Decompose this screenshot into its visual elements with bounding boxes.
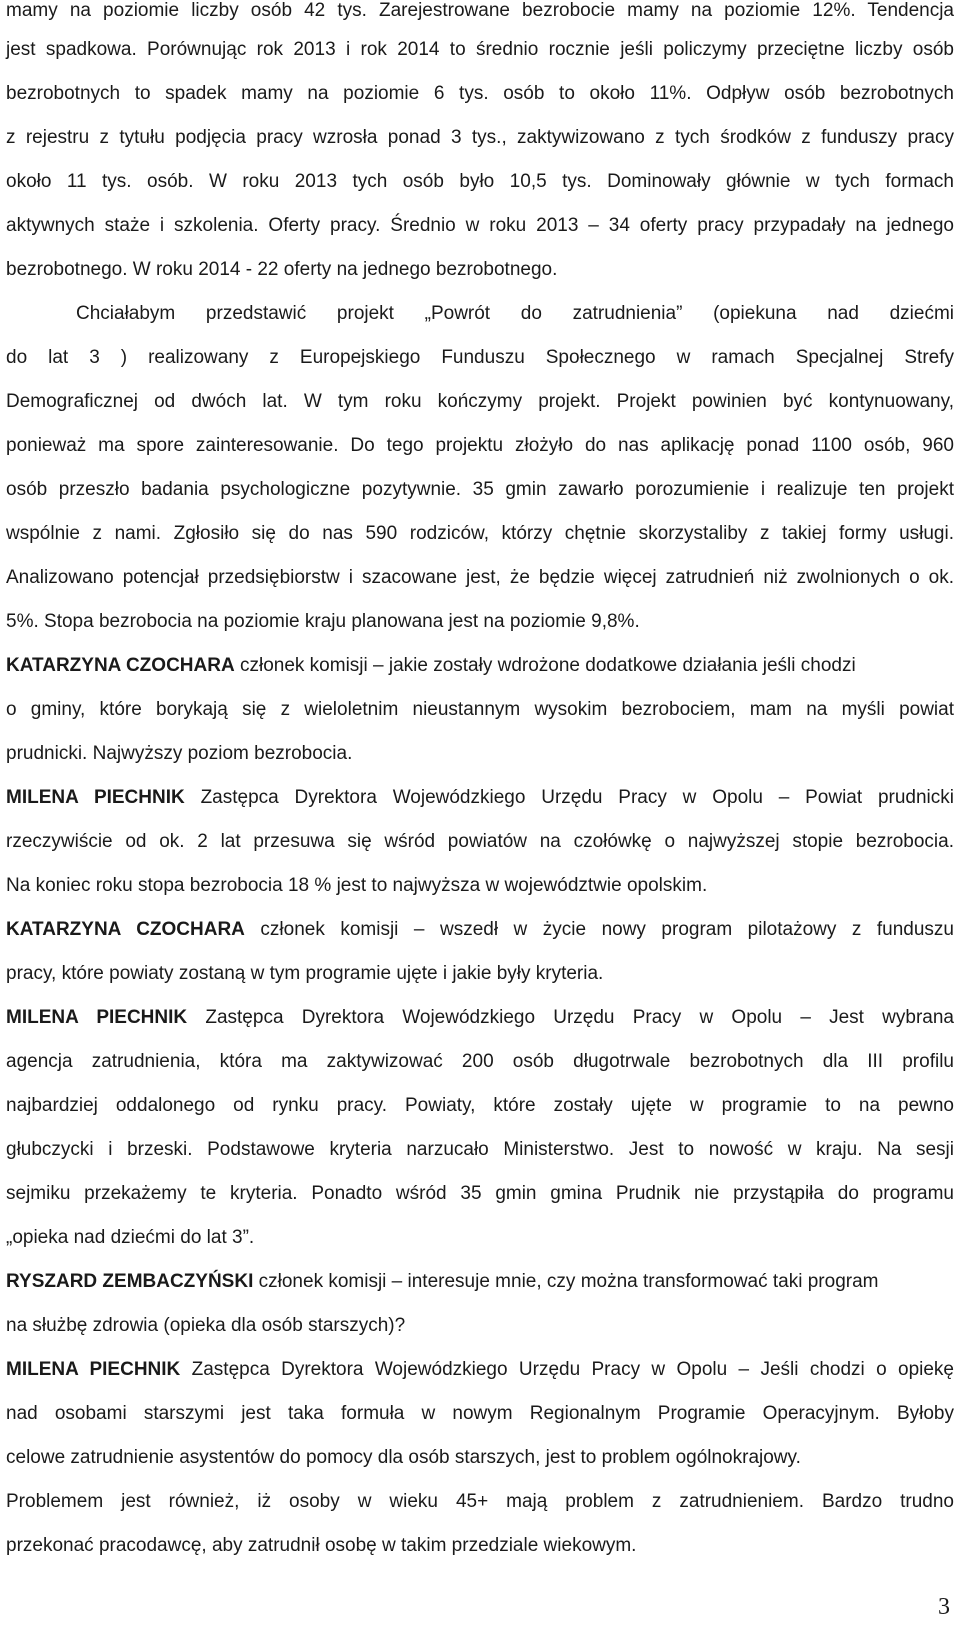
speaker-text: Zastępca Dyrektora Wojewódzkiego Urzędu Pracy w Opolu – Jest wybrana <box>205 1007 954 1028</box>
text-line: rzeczywiście od ok. 2 lat przesuwa się wśród powiatów na czołówkę o najwyższej stopie bezrobocia. <box>6 831 954 852</box>
text-line: agencja zatrudnienia, która ma zaktywizować 200 osób długotrwale bezrobotnych dla III profilu <box>6 1051 954 1072</box>
speaker-line <box>6 655 954 699</box>
text-line: Problemem jest również, iż osoby w wieku 45+ mają problem z zatrudnieniem. Bardzo trudno <box>6 1491 954 1512</box>
speaker-name: MILENA PIECHNIK <box>6 1007 188 1028</box>
text-line: na służbę zdrowia (opieka dla osób starszych)? <box>6 1315 406 1336</box>
speaker-line <box>6 1271 954 1315</box>
text-line: nad osobami starszymi jest taka formuła w nowym Regionalnym Programie Operacyjnym. Byłoby <box>6 1403 954 1424</box>
speaker-text: Zastępca Dyrektora Wojewódzkiego Urzędu Pracy w Opolu – Powiat prudnicki <box>200 787 955 808</box>
text-line: z rejestru z tytułu podjęcia pracy wzrosła ponad 3 tys., zaktywizowano z tych środków z funduszy pracy <box>6 127 954 148</box>
page-number: 3 <box>938 1594 950 1620</box>
paragraph-first-line: Chciałabym przedstawić projekt „Powrót do zatrudnienia” (opiekuna nad dziećmi <box>76 303 954 324</box>
speaker-line <box>6 1007 954 1051</box>
text-line: osób przeszło badania psychologiczne pozytywnie. 35 gmin zawarło porozumienie i realizuje ten projekt <box>6 479 954 500</box>
text-line: prudnicki. Najwyższy poziom bezrobocia. <box>6 743 353 764</box>
text-line: bezrobotnego. W roku 2014 - 22 oferty na jednego bezrobotnego. <box>6 259 558 280</box>
text-line: bezrobotnych to spadek mamy na poziomie 6 tys. osób to około 11%. Odpływ osób bezrobotnych <box>6 83 954 104</box>
text-line: najbardziej oddalonego od rynku pracy. Powiaty, które zostały ujęte w programie to na pewno <box>6 1095 954 1116</box>
speaker-text: członek komisji – interesuje mnie, czy można transformować taki program <box>258 1271 879 1292</box>
text-line: Na koniec roku stopa bezrobocia 18 % jest to najwyższa w województwie opolskim. <box>6 875 708 896</box>
speaker-text: członek komisji – jakie zostały wdrożone dodatkowe działania jeśli chodzi <box>239 655 856 676</box>
speaker-name: MILENA PIECHNIK <box>6 1359 181 1380</box>
speaker-line <box>6 787 954 831</box>
text-line: wspólnie z nami. Zgłosiło się do nas 590 rodziców, którzy chętnie skorzystaliby z takiej formy usługi. <box>6 523 954 544</box>
text-line: 5%. Stopa bezrobocia na poziomie kraju planowana jest na poziomie 9,8%. <box>6 611 640 632</box>
text-line: głubczycki i brzeski. Podstawowe kryteria narzucało Ministerstwo. Jest to nowość w kraju. Na sesji <box>6 1139 954 1160</box>
text-line: „opieka nad dziećmi do lat 3”. <box>6 1227 255 1248</box>
text-line: do lat 3 ) realizowany z Europejskiego Funduszu Społecznego w ramach Specjalnej Strefy <box>6 347 954 368</box>
text-line: przekonać pracodawcę, aby zatrudnił osobę w takim przedziale wiekowym. <box>6 1535 637 1556</box>
text-line: jest spadkowa. Porównując rok 2013 i rok 2014 to średnio rocznie jeśli policzymy przeciętne liczby osób <box>6 39 954 60</box>
text-line: Analizowano potencjał przedsiębiorstw i szacowane jest, że będzie więcej zatrudnień niż zwolnionych o ok. <box>6 567 954 588</box>
text-line: Demograficznej od dwóch lat. W tym roku kończymy projekt. Projekt powinien być kontynuowany, <box>6 391 954 412</box>
text-line: około 11 tys. osób. W roku 2013 tych osób było 10,5 tys. Dominowały głównie w tych formach <box>6 171 954 192</box>
speaker-name: KATARZYNA CZOCHARA <box>6 655 235 676</box>
text-line: pracy, które powiaty zostaną w tym programie ujęte i jakie były kryteria. <box>6 963 604 984</box>
speaker-text: Zastępca Dyrektora Wojewódzkiego Urzędu Pracy w Opolu – Jeśli chodzi o opiekę <box>191 1359 954 1380</box>
text-line: mamy na poziomie liczby osób 42 tys. Zarejestrowane bezrobocie mamy na poziomie 12%. Tendencja <box>6 0 954 21</box>
speaker-name: RYSZARD ZEMBACZYŃSKI <box>6 1271 254 1292</box>
text-line: celowe zatrudnienie asystentów do pomocy dla osób starszych, jest to problem ogólnokrajowy. <box>6 1447 801 1468</box>
speaker-line <box>6 919 954 963</box>
speaker-text: członek komisji – wszedł w życie nowy program pilotażowy z funduszu <box>260 919 954 940</box>
text-line: aktywnych staże i szkolenia. Oferty pracy. Średnio w roku 2013 – 34 oferty pracy przypadały na jednego <box>6 215 954 236</box>
text-line: sejmiku przekażemy te kryteria. Ponadto wśród 35 gmin gmina Prudnik nie przystąpiła do programu <box>6 1183 954 1204</box>
text-line: o gminy, które borykają się z wieloletnim nieustannym wysokim bezrobociem, mam na myśli powiat <box>6 699 954 720</box>
speaker-name: KATARZYNA CZOCHARA <box>6 919 245 940</box>
speaker-line <box>6 1359 954 1403</box>
text-line: ponieważ ma spore zainteresowanie. Do tego projektu złożyło do nas aplikację ponad 1100 osób, 960 <box>6 435 954 456</box>
speaker-name: MILENA PIECHNIK <box>6 787 185 808</box>
